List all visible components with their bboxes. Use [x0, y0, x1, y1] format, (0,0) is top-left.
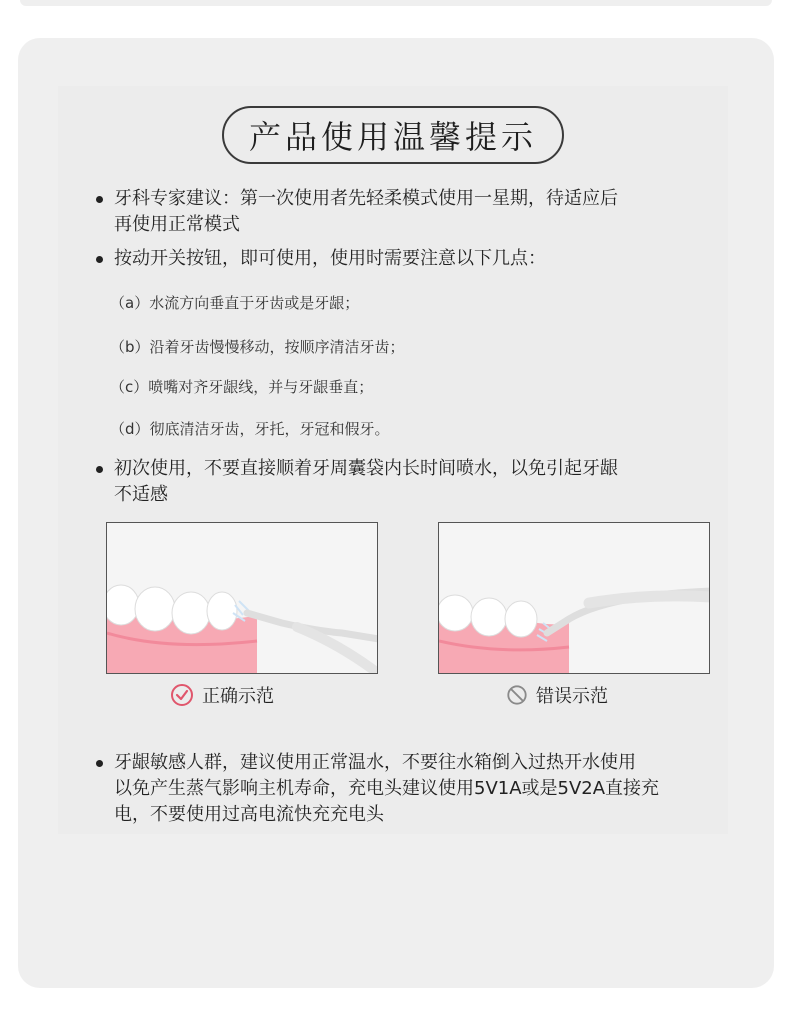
wrong-example-label: 错误示范	[536, 686, 608, 707]
wrong-example-image	[438, 522, 710, 674]
bullet-line: 电，不要使用过高电流快充充电头	[114, 804, 384, 825]
bullet-line: 牙科专家建议：第一次使用者先轻柔模式使用一星期，待适应后	[114, 188, 618, 209]
correct-example-caption	[170, 682, 274, 708]
check-circle-icon	[170, 683, 194, 707]
correct-example-label: 正确示范	[202, 686, 274, 707]
page-title: 产品使用温馨提示	[222, 106, 564, 164]
step-b: （b）沿着牙齿慢慢移动，按顺序清洁牙齿；	[110, 338, 405, 356]
bullet-expert-advice	[96, 186, 618, 238]
top-strip	[20, 0, 772, 6]
bullet-dot	[96, 196, 103, 203]
step-a: （a）水流方向垂直于牙齿或是牙龈；	[110, 294, 360, 312]
bullet-line: 再使用正常模式	[114, 214, 240, 235]
bullet-dot	[96, 466, 103, 473]
bullet-dot	[96, 256, 103, 263]
bullet-line: 不适感	[114, 484, 168, 505]
correct-example-image	[106, 522, 378, 674]
bullet-line: 按动开关按钮，即可使用，使用时需要注意以下几点：	[114, 248, 546, 269]
bullet-line: 初次使用，不要直接顺着牙周囊袋内长时间喷水，以免引起牙龈	[114, 458, 618, 479]
step-c: （c）喷嘴对齐牙龈线，并与牙龈垂直；	[110, 378, 374, 396]
tips-card	[18, 38, 774, 988]
step-d: （d）彻底清洁牙齿，牙托，牙冠和假牙。	[110, 420, 390, 438]
bullet-switch-usage	[96, 246, 546, 272]
bullet-line: 以免产生蒸气影响主机寿命，充电头建议使用5V1A或是5V2A直接充	[114, 778, 660, 799]
bullet-dot	[96, 760, 103, 767]
bullet-first-use	[96, 456, 618, 508]
bullet-sensitive-gums	[96, 750, 659, 828]
prohibited-icon	[506, 684, 528, 706]
wrong-example-caption	[506, 682, 608, 708]
bullet-line: 牙龈敏感人群，建议使用正常温水，不要往水箱倒入过热开水使用	[114, 752, 636, 773]
